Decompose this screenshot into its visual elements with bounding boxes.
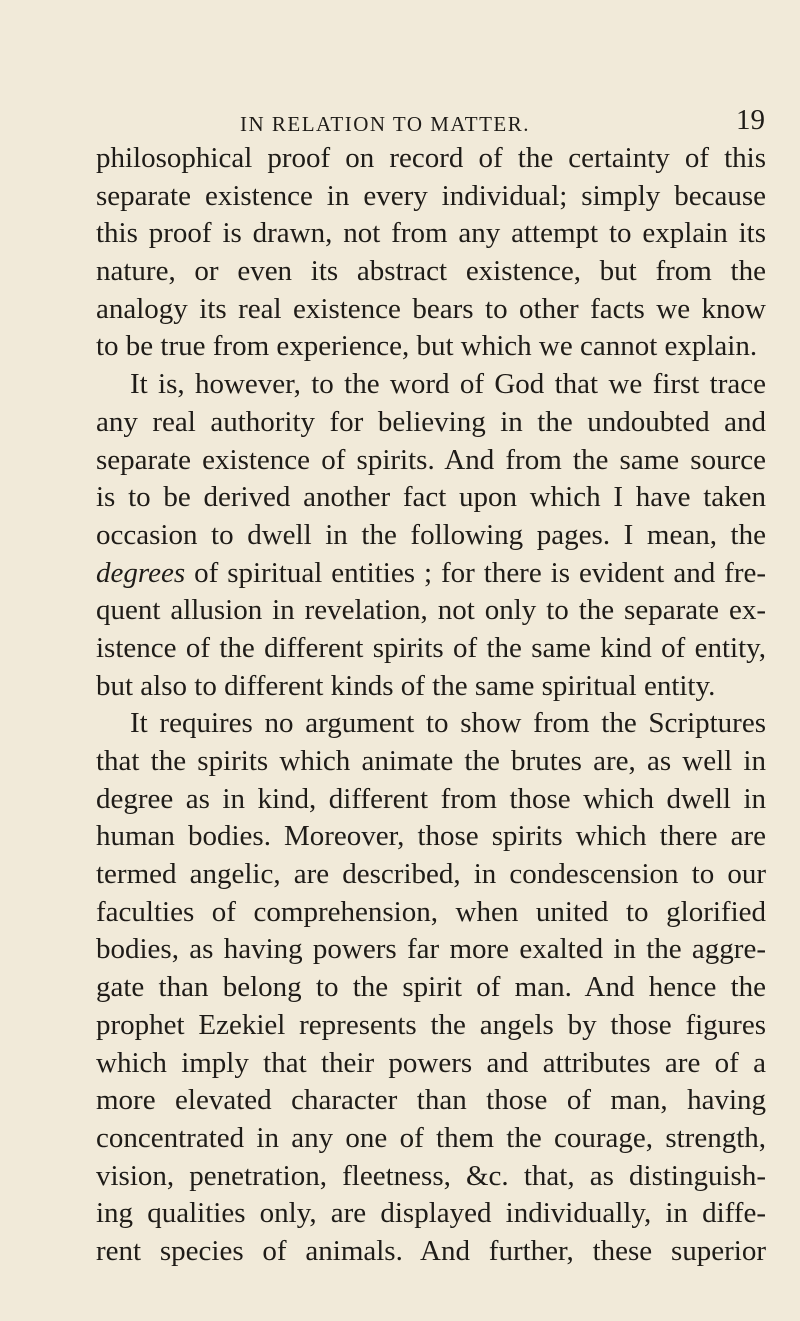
text-line: nature, or even its abstract existence, but from the	[96, 255, 766, 288]
text-line	[96, 555, 766, 593]
text-line: bodies, as having powers far more exalted in the aggre-	[96, 933, 766, 966]
text-line: rent species of animals. And further, these superior	[96, 1234, 766, 1267]
text-line: vision, penetration, fleetness, &c. that, as distinguish-	[96, 1159, 766, 1192]
text-line: philosophical proof on record of the certainty of this	[96, 142, 766, 174]
text-line: degree as in kind, different from those which dwell in	[96, 782, 766, 815]
text-line: gate than belong to the spirit of man. And hence the	[96, 971, 766, 1004]
text-line: faculties of comprehension, when united to glorified	[96, 895, 766, 928]
running-head: IN RELATION TO MATTER.	[239, 112, 531, 136]
text-line: but also to different kinds of the same spiritual entity.	[96, 669, 716, 702]
text-line: to be true from experience, but which we cannot explain.	[96, 330, 758, 363]
text-line: separate existence in every individual; simply because	[96, 179, 766, 212]
text-line: ing qualities only, are displayed individually, in diffe-	[96, 1197, 766, 1230]
text-line: any real authority for believing in the undoubted and	[96, 405, 766, 438]
page-number: 19	[736, 104, 765, 136]
text-line-rest: of spiritual entities ; for there is evident and fre-	[185, 556, 766, 589]
emphasis-degrees: degrees	[96, 556, 186, 589]
text-line: is to be derived another fact upon which I have taken	[96, 481, 766, 514]
text-line: prophet Ezekiel represents the angels by those figures	[96, 1008, 766, 1041]
text-line: this proof is drawn, not from any attempt to explain its	[96, 217, 766, 250]
body-text	[96, 140, 766, 1271]
text-line: It requires no argument to show from the Scriptures	[130, 707, 766, 740]
text-line: which imply that their powers and attributes are of a	[96, 1046, 766, 1079]
text-line: separate existence of spirits. And from the same source	[96, 443, 766, 476]
text-line: that the spirits which animate the brutes are, as well in	[96, 745, 766, 777]
text-line: termed angelic, are described, in condescension to our	[96, 858, 766, 891]
text-line: concentrated in any one of them the courage, strength,	[96, 1121, 766, 1154]
text-line: occasion to dwell in the following pages. I mean, the	[96, 518, 766, 551]
text-line: istence of the different spirits of the same kind of entity,	[96, 631, 766, 664]
text-line: more elevated character than those of man, having	[96, 1084, 766, 1117]
text-line: human bodies. Moreover, those spirits which there are	[96, 820, 766, 853]
text-line: quent allusion in revelation, not only to the separate ex-	[96, 594, 766, 627]
text-line: It is, however, to the word of God that we first trace	[130, 368, 766, 401]
text-line: analogy its real existence bears to other facts we know	[96, 292, 766, 325]
